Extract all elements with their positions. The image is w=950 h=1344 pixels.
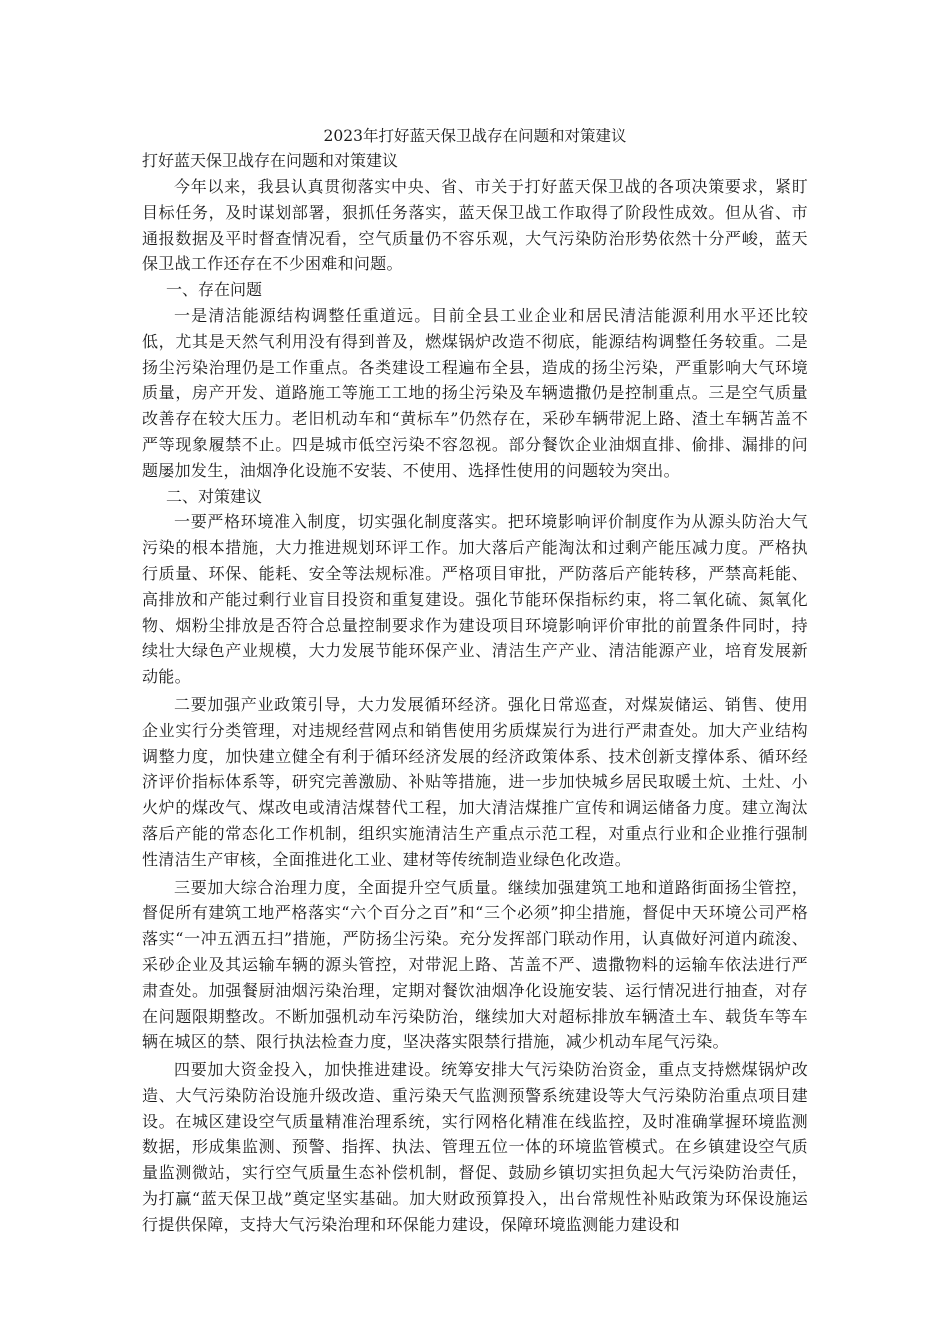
problems-paragraph: 一是清洁能源结构调整任重道远。目前全县工业企业和居民清洁能源利用水平还比较低，尤其是天然气利用没有得到普及，燃煤锅炉改造不彻底，能源结构调整任务较重。二是扬尘污染治理仍是工作重点。各类建设工程遍布全县，造成的扬尘污染，严重影响大气环境质量，房产开发、道路施工等施工工地的扬尘污染及车辆遗撒仍是控制重点。三是空气质量改善存在较大压力。老旧机动车和“黄标车”仍然存在，采砂车辆带泥上路、渣土车辆苫盖不严等现象履禁不止。四是城市低空污染不容忽视。部分餐饮企业油烟直排、偷排、漏排的问题屡加发生，油烟净化设施不安装、不使用、选择性使用的问题较为突出。 [142, 305, 808, 480]
measure-paragraph-3: 三要加大综合治理力度，全面提升空气质量。继续加强建筑工地和道路街面扬尘管控，督促所有建筑工地严格落实“六个百分之百”和“三个必须”抑尘措施，督促中天环境公司严格落实“一冲五洒五扫”措施，严防扬尘污染。充分发挥部门联动作用，认真做好河道内疏浚、采砂企业及其运输车辆的源头管控，对带泥上路、苫盖不严、遗撒物料的运输车依法进行严肃查处。加强餐厨油烟污染治理，定期对餐饮油烟净化设施安装、运行情况进行抽查，对存在问题限期整改。不断加强机动车污染防治，继续加大对超标排放车辆渣土车、载货车等车辆在城区的禁、限行执法检查力度，坚决落实限禁行措施，减少机动车尾气污染。 [142, 877, 808, 1052]
document-title: 2023年打好蓝天保卫战存在问题和对策建议 [323, 127, 627, 145]
measure-paragraph-1: 一要严格环境准入制度，切实强化制度落实。把环境影响评价制度作为从源头防治大气污染的根本措施，大力推进规划环评工作。加大落后产能淘汰和过剩产能压减力度。严格执行质量、环保、能耗、安全等法规标准。严格项目审批，严防落后产能转移，严禁高耗能、高排放和产能过剩行业盲目投资和重复建设。强化节能环保指标约束，将二氧化硫、氮氧化物、烟粉尘排放是否符合总量控制要求作为建设项目环境影响评价审批的前置条件同时，持续壮大绿色产业规模，大力发展节能环保产业、清洁生产产业、清洁能源产业，培育发展新动能。 [142, 512, 808, 687]
section-heading-problems: 一、存在问题 [166, 280, 263, 300]
section-heading-suggestions: 二、对策建议 [166, 486, 263, 506]
document-subtitle: 打好蓝天保卫战存在问题和对策建议 [142, 151, 399, 170]
measure-paragraph-2: 二要加强产业政策引导，大力发展循环经济。强化日常巡查，对煤炭储运、销售、使用企业实行分类管理，对违规经营网点和销售使用劣质煤炭行为进行严肃查处。加大产业结构调整力度，加快建立健全有利于循环经济发展的经济政策体系、技术创新支撑体系、循环经济评价指标体系等，研究完善激励、补贴等措施，进一步加快城乡居民取暖土炕、土灶、小火炉的煤改气、煤改电或清洁煤替代工程，加大清洁煤推广宣传和调运储备力度。建立淘汰落后产能的常态化工作机制，组织实施清洁生产重点示范工程，对重点行业和企业推行强制性清洁生产审核，全面推进化工业、建材等传统制造业绿色化改造。 [142, 694, 808, 869]
intro-paragraph: 今年以来，我县认真贯彻落实中央、省、市关于打好蓝天保卫战的各项决策要求，紧盯目标任务，及时谋划部署，狠抓任务落实，蓝天保卫战工作取得了阶段性成效。但从省、市通报数据及平时督查情况看，空气质量仍不容乐观，大气污染防治形势依然十分严峻，蓝天保卫战工作还存在不少困难和问题。 [142, 177, 808, 274]
document-body [142, 124, 808, 1238]
measure-paragraph-4: 四要加大资金投入，加快推进建设。统筹安排大气污染防治资金，重点支持燃煤锅炉改造、大气污染防治设施升级改造、重污染天气监测预警系统建设等大气污染防治重点项目建设。在城区建设空气质量精准治理系统，实行网格化精准在线监控，及时准确掌握环境监测数据，形成集监测、预警、指挥、执法、管理五位一体的环境监管模式。在乡镇建设空气质量监测微站，实行空气质量生态补偿机制，督促、鼓励乡镇切实担负起大气污染防治责任，为打赢“蓝天保卫战”奠定坚实基础。加大财政预算投入，出台常规性补贴政策为环保设施运行提供保障，支持大气污染治理和环保能力建设，保障环境监测能力建设和 [142, 1060, 808, 1234]
